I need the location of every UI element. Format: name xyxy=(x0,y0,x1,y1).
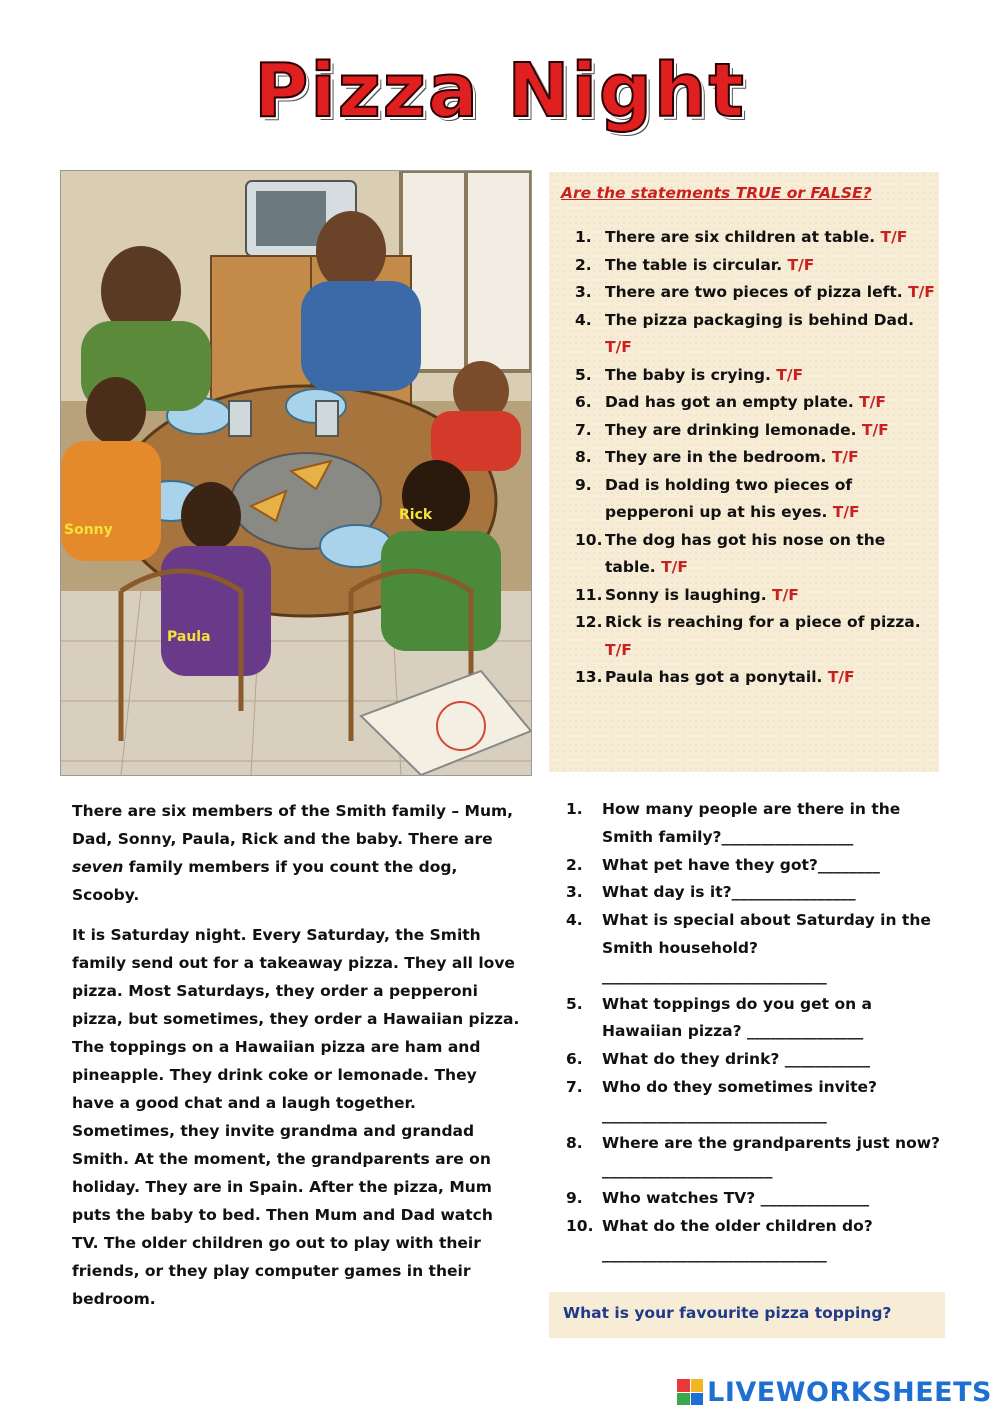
question-text[interactable]: What do they drink? ___________ xyxy=(602,1050,871,1069)
tf-statement xyxy=(575,417,935,445)
tf-statement-number: 1. xyxy=(575,228,592,246)
tf-statement-number: 12. xyxy=(575,613,603,631)
family-dinner-scene xyxy=(61,171,531,775)
question-text[interactable]: What is special about Saturday in the Smith household? xyxy=(602,911,931,957)
tf-answer-mark[interactable]: T/F xyxy=(880,228,908,246)
question-text[interactable]: What do the older children do? xyxy=(602,1216,873,1235)
tf-answer-mark[interactable]: T/F xyxy=(772,585,799,604)
tf-statement-number: 2. xyxy=(575,255,592,274)
tf-statement-text: The dog has got his nose on the table. xyxy=(605,530,886,576)
question-number: 8. xyxy=(566,1133,583,1152)
question-item xyxy=(566,1046,946,1074)
label-sonny: Sonny xyxy=(64,522,113,538)
comprehension-questions xyxy=(566,796,946,1269)
tf-statement xyxy=(575,224,935,252)
question-number: 6. xyxy=(566,1050,583,1069)
tf-statement-text: The table is circular. xyxy=(605,255,783,274)
tf-answer-mark[interactable]: T/F xyxy=(861,420,889,439)
tf-answer-mark[interactable]: T/F xyxy=(859,393,886,411)
question-item xyxy=(566,879,946,907)
question-text[interactable]: What toppings do you get on a Hawaiian pizza? _______________ xyxy=(602,994,872,1041)
question-item xyxy=(566,1185,946,1213)
tf-statement-list xyxy=(575,224,935,692)
question-text[interactable]: How many people are there in the Smith family?_________________ xyxy=(602,800,901,846)
tf-statement-number: 5. xyxy=(575,365,592,384)
pizza-night-illustration xyxy=(60,170,532,776)
tf-statement-number: 13. xyxy=(575,668,603,686)
tf-statement xyxy=(575,362,935,390)
question-text[interactable]: What pet have they got?________ xyxy=(602,855,880,874)
tf-statement-number: 7. xyxy=(575,420,592,439)
question-item xyxy=(566,991,946,1047)
tf-statement-text: They are in the bedroom. xyxy=(605,448,827,466)
tf-statement xyxy=(575,444,935,472)
tf-answer-mark[interactable]: T/F xyxy=(776,365,804,384)
tf-statement-number: 6. xyxy=(575,393,592,411)
favourite-topping-box xyxy=(549,1292,945,1338)
tf-statement xyxy=(575,279,935,307)
question-number: 7. xyxy=(566,1077,583,1096)
passage-paragraph-2: It is Saturday night. Every Saturday, the Smith family send out for a takeaway pizza. They all love pizza. Most Saturdays, they order a pepperoni pizza, but sometimes, they order a Hawaiian pizza. The toppings on a Hawaiian pizza are ham and pineapple. They drink coke or lemonade. They have a good chat and a laugh together. Sometimes, they invite grandma and grandad Smith. At the moment, the grandparents are on holiday. They are in Spain. After the pizza, Mum puts the baby to bed. Then Mum and Dad watch TV. The older children go out to play with their friends, or they play computer games in their bedroom. xyxy=(72,926,520,1308)
tf-answer-mark[interactable]: T/F xyxy=(605,338,632,356)
tf-statement-text: Dad is holding two pieces of pepperoni up at his eyes. xyxy=(605,475,853,521)
question-item xyxy=(566,907,946,990)
question-item xyxy=(566,852,946,880)
question-text[interactable]: Who do they sometimes invite? xyxy=(602,1077,877,1096)
tf-answer-mark[interactable]: T/F xyxy=(827,668,855,686)
label-paula: Paula xyxy=(167,629,211,645)
question-item xyxy=(566,1213,946,1269)
tf-statement-number: 8. xyxy=(575,448,592,466)
tf-statement-text: The baby is crying. xyxy=(605,365,771,384)
page-title: Pizza Night xyxy=(254,48,746,134)
tf-statement-number: 11. xyxy=(575,585,603,604)
question-item xyxy=(566,796,946,852)
answer-line[interactable]: _____________________________ xyxy=(602,966,827,985)
passage-paragraph-1: There are six members of the Smith family – Mum, Dad, Sonny, Paula, Rick and the baby. There are seven family members if you count the dog, Scooby. xyxy=(72,802,514,904)
tf-statement xyxy=(575,252,935,280)
question-number: 5. xyxy=(566,994,583,1013)
tf-statement-text: There are six children at table. xyxy=(605,228,876,246)
tf-statement xyxy=(575,609,935,664)
question-number: 4. xyxy=(566,911,583,930)
question-number: 1. xyxy=(566,800,583,818)
tf-statement xyxy=(575,472,935,527)
question-text[interactable]: Who watches TV? ______________ xyxy=(602,1189,870,1208)
tf-statement xyxy=(575,664,935,692)
tf-answer-mark[interactable]: T/F xyxy=(832,503,860,521)
reading-passage xyxy=(72,797,522,1325)
tf-statement-text: Rick is reaching for a piece of pizza. xyxy=(605,613,921,631)
tf-statement-text: They are drinking lemonade. xyxy=(605,420,857,439)
liveworksheets-logo-icon xyxy=(677,1379,703,1405)
tf-statement-text: Sonny is laughing. xyxy=(605,585,767,604)
question-number: 9. xyxy=(566,1189,583,1208)
favourite-question: What is your favourite pizza topping? xyxy=(563,1304,892,1322)
tf-statement-text: There are two pieces of pizza left. xyxy=(605,283,903,301)
tf-heading: Are the statements TRUE or FALSE? xyxy=(561,184,872,202)
tf-answer-mark[interactable]: T/F xyxy=(605,640,632,659)
tf-statement xyxy=(575,307,935,362)
tf-statement xyxy=(575,389,935,417)
tf-answer-mark[interactable]: T/F xyxy=(831,448,859,466)
tf-answer-mark[interactable]: T/F xyxy=(908,283,935,301)
brand-logo[interactable] xyxy=(677,1376,992,1408)
tf-statement-number: 10. xyxy=(575,530,603,549)
answer-line[interactable]: _____________________________ xyxy=(602,1244,827,1263)
question-number: 2. xyxy=(566,855,583,874)
tf-statement-number: 4. xyxy=(575,310,592,329)
question-number: 3. xyxy=(566,883,583,902)
tf-statement xyxy=(575,582,935,610)
label-rick: Rick xyxy=(399,507,433,523)
brand-name: LIVEWORKSHEETS xyxy=(707,1376,992,1408)
tf-statement-number: 9. xyxy=(575,475,592,494)
tf-statement xyxy=(575,527,935,582)
question-text[interactable]: Where are the grandparents just now? ______________________ xyxy=(602,1133,941,1180)
question-item xyxy=(566,1130,946,1186)
true-false-panel xyxy=(549,172,939,772)
tf-statement-text: The pizza packaging is behind Dad. xyxy=(605,310,914,329)
tf-statement-text: Paula has got a ponytail. xyxy=(605,668,823,686)
tf-statement-text: Dad has got an empty plate. xyxy=(605,393,854,411)
question-number: 10. xyxy=(566,1216,594,1235)
tf-answer-mark[interactable]: T/F xyxy=(661,558,688,576)
tf-answer-mark[interactable]: T/F xyxy=(787,255,815,274)
tf-statement-number: 3. xyxy=(575,283,592,301)
question-item xyxy=(566,1074,946,1130)
answer-line[interactable]: _____________________________ xyxy=(602,1105,827,1124)
question-text[interactable]: What day is it?________________ xyxy=(602,883,856,902)
